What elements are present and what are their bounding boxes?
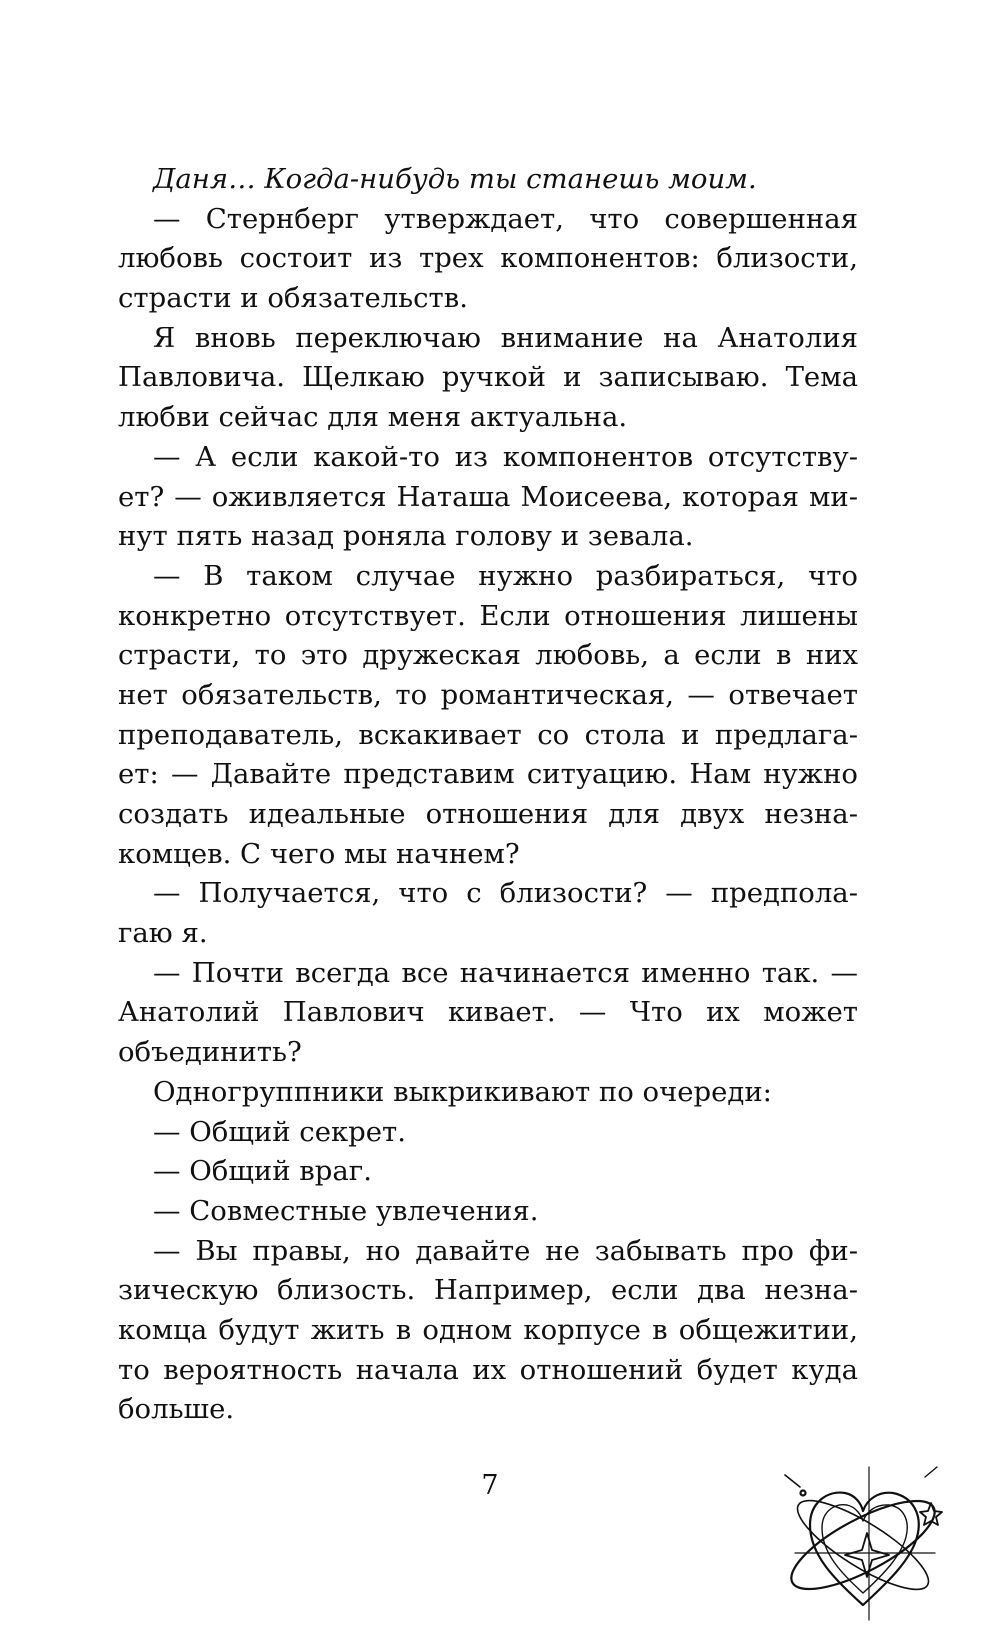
text-line: Павловича. Щелкаю ручкой и записываю. Тема — [118, 361, 858, 394]
text-line: зическую близость. Например, если два незна- — [118, 1274, 858, 1307]
text-line: Я вновь переключаю внимание на Анатолия — [153, 321, 858, 354]
text-line: — Почти всегда все начинается именно так. — — [153, 956, 858, 989]
text-line: — В таком случае нужно разбираться, что — [153, 559, 858, 592]
text-line: больше. — [118, 1393, 235, 1426]
text-line: — Вы правы, но давайте не забывать про фи- — [153, 1234, 858, 1267]
text-line: страсти и обязательств. — [118, 282, 468, 315]
heart-orbit-sparkle-icon — [775, 1455, 950, 1625]
text-line: Анатолий Павлович кивает. — Что их может — [118, 996, 858, 1029]
page-number: 7 — [481, 1470, 499, 1501]
text-line: — Получается, что с близости? — предпола- — [153, 877, 858, 910]
text-line: ет? — оживляется Наташа Моисеева, которая ми- — [118, 480, 858, 513]
text-line: Одногруппники выкрикивают по очереди: — [153, 1075, 772, 1108]
text-line: страсти, то это дружеская любовь, а если в них — [118, 639, 858, 672]
text-line: конкретно отсутствует. Если отношения лишены — [118, 599, 858, 632]
page-text — [118, 160, 858, 1430]
text-line: — А если какой-то из компонентов отсутству- — [153, 440, 858, 473]
text-line: создать идеальные отношения для двух незна- — [118, 798, 858, 830]
text-line: — Общий секрет. — [153, 1115, 407, 1148]
text-line: нут пять назад роняла голову и зевала. — [118, 520, 694, 553]
text-line: любви сейчас для меня актуальна. — [118, 401, 628, 434]
text-line: то вероятность начала их отношений будет куда — [118, 1353, 858, 1386]
text-line: — Стернберг утверждает, что совершенная — [153, 202, 858, 235]
text-line: преподаватель, вскакивает со стола и предлага- — [118, 718, 858, 751]
text-line: гаю я. — [118, 917, 208, 950]
text-line: — Совместные увлечения. — [153, 1194, 539, 1227]
text-line: ет: — Давайте представим ситуацию. Нам нужно — [118, 758, 858, 791]
text-line: объединить? — [118, 1036, 302, 1069]
text-line: нет обязательств, то романтическая, — отвечает — [118, 678, 858, 711]
text-line: комца будут жить в одном корпусе в общежитии, — [118, 1313, 858, 1346]
text-line: любовь состоит из трех компонентов: близости, — [118, 242, 858, 275]
text-line: — Общий враг. — [153, 1155, 372, 1188]
text-line: комцев. С чего мы начнем? — [118, 837, 520, 870]
italic-thought-line: Даня… Когда-нибудь ты станешь моим. — [153, 163, 757, 195]
